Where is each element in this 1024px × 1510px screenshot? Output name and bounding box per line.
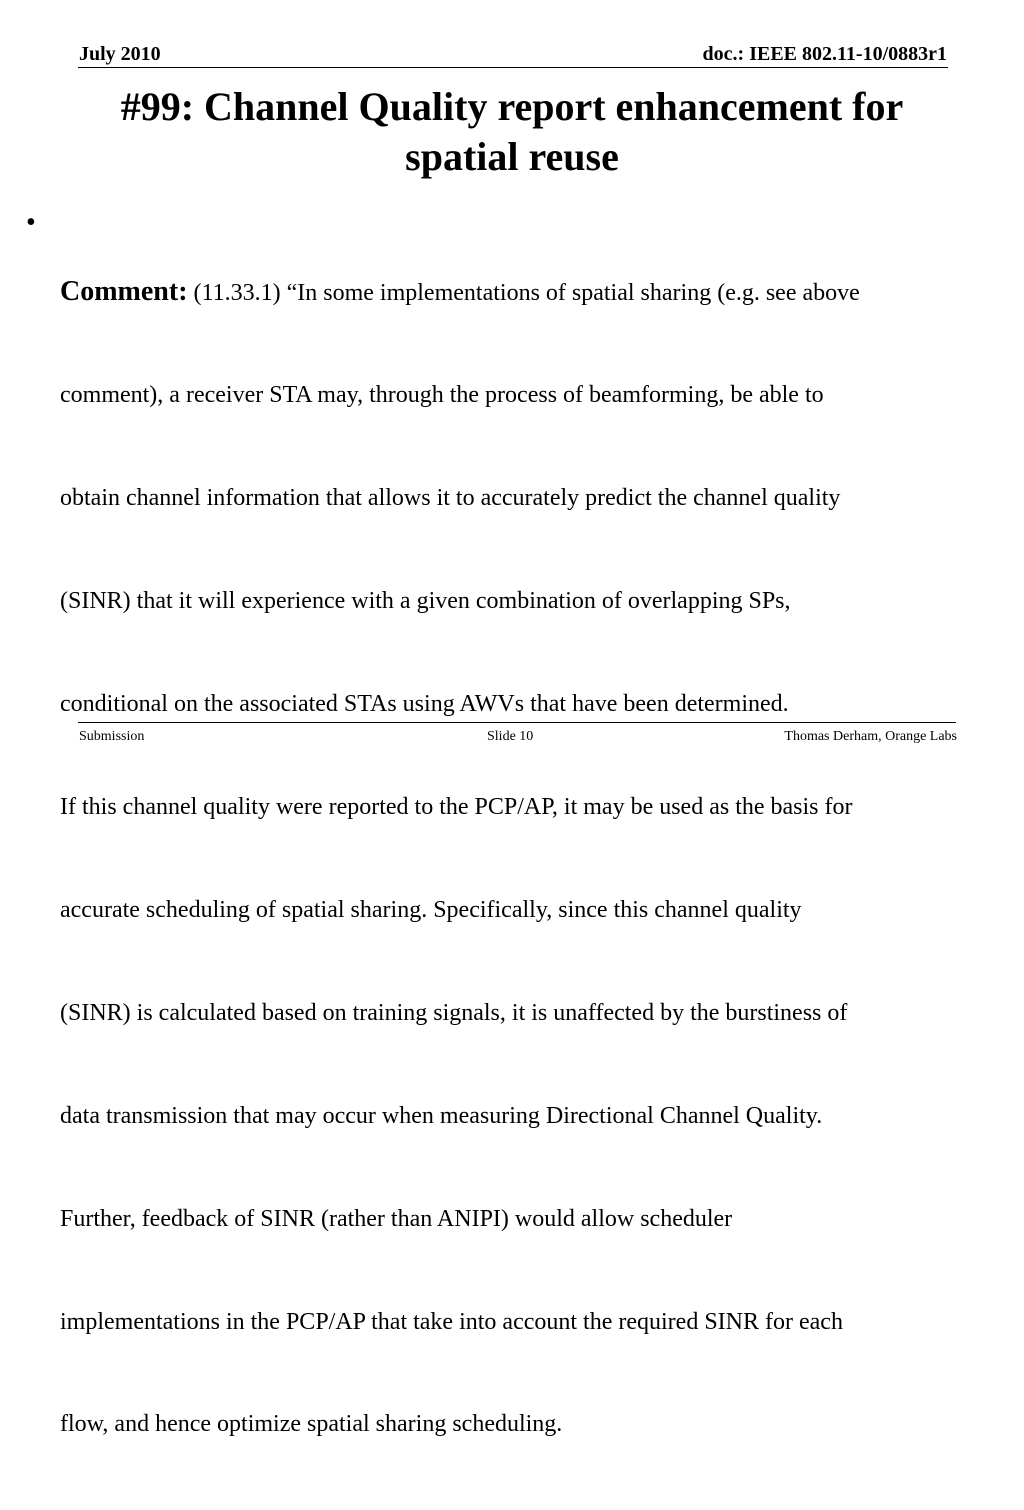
comment-line: comment), a receiver STA may, through the process of beamforming, be able to xyxy=(60,382,824,409)
footer-author: Thomas Derham, Orange Labs xyxy=(784,729,957,744)
comment-line: (SINR) is calculated based on training signals, it is unaffected by the burstiness of xyxy=(60,999,848,1026)
comment-body xyxy=(60,206,1020,1510)
slide-title-line-2: spatial reuse xyxy=(405,134,619,179)
comment-line: conditional on the associated STAs using AWVs that have been determined. xyxy=(60,691,789,718)
footer-submission: Submission xyxy=(79,729,145,744)
comment-line: obtain channel information that allows it to accurately predict the channel quality xyxy=(60,485,841,512)
bullet-icon: • xyxy=(26,207,36,238)
comment-line: data transmission that may occur when measuring Directional Channel Quality. xyxy=(60,1102,823,1129)
footer-divider xyxy=(78,722,956,723)
comment-line: flow, and hence optimize spatial sharing scheduling. xyxy=(60,1411,563,1438)
header-date: July 2010 xyxy=(79,43,161,65)
comment-line: accurate scheduling of spatial sharing. Specifically, since this channel quality xyxy=(60,896,802,923)
comment-line: implementations in the PCP/AP that take into account the required SINR for each xyxy=(60,1308,843,1335)
comment-label: Comment: xyxy=(60,275,188,307)
comment-line-text: (11.33.1) “In some implementations of spatial sharing (e.g. see above xyxy=(187,279,860,306)
footer-slide-number: Slide 10 xyxy=(487,729,534,744)
comment-line: Further, feedback of SINR (rather than ANIPI) would allow scheduler xyxy=(60,1205,733,1232)
comment-line-1 xyxy=(60,275,1020,310)
slide-title-line-1: #99: Channel Quality report enhancement for xyxy=(120,84,904,129)
header-divider xyxy=(78,67,948,68)
header-doc-id: doc.: IEEE 802.11-10/0883r1 xyxy=(702,43,947,65)
comment-line: If this channel quality were reported to the PCP/AP, it may be used as the basis for xyxy=(60,794,853,821)
slide-title xyxy=(30,82,994,182)
comment-line: (SINR) that it will experience with a given combination of overlapping SPs, xyxy=(60,588,791,615)
